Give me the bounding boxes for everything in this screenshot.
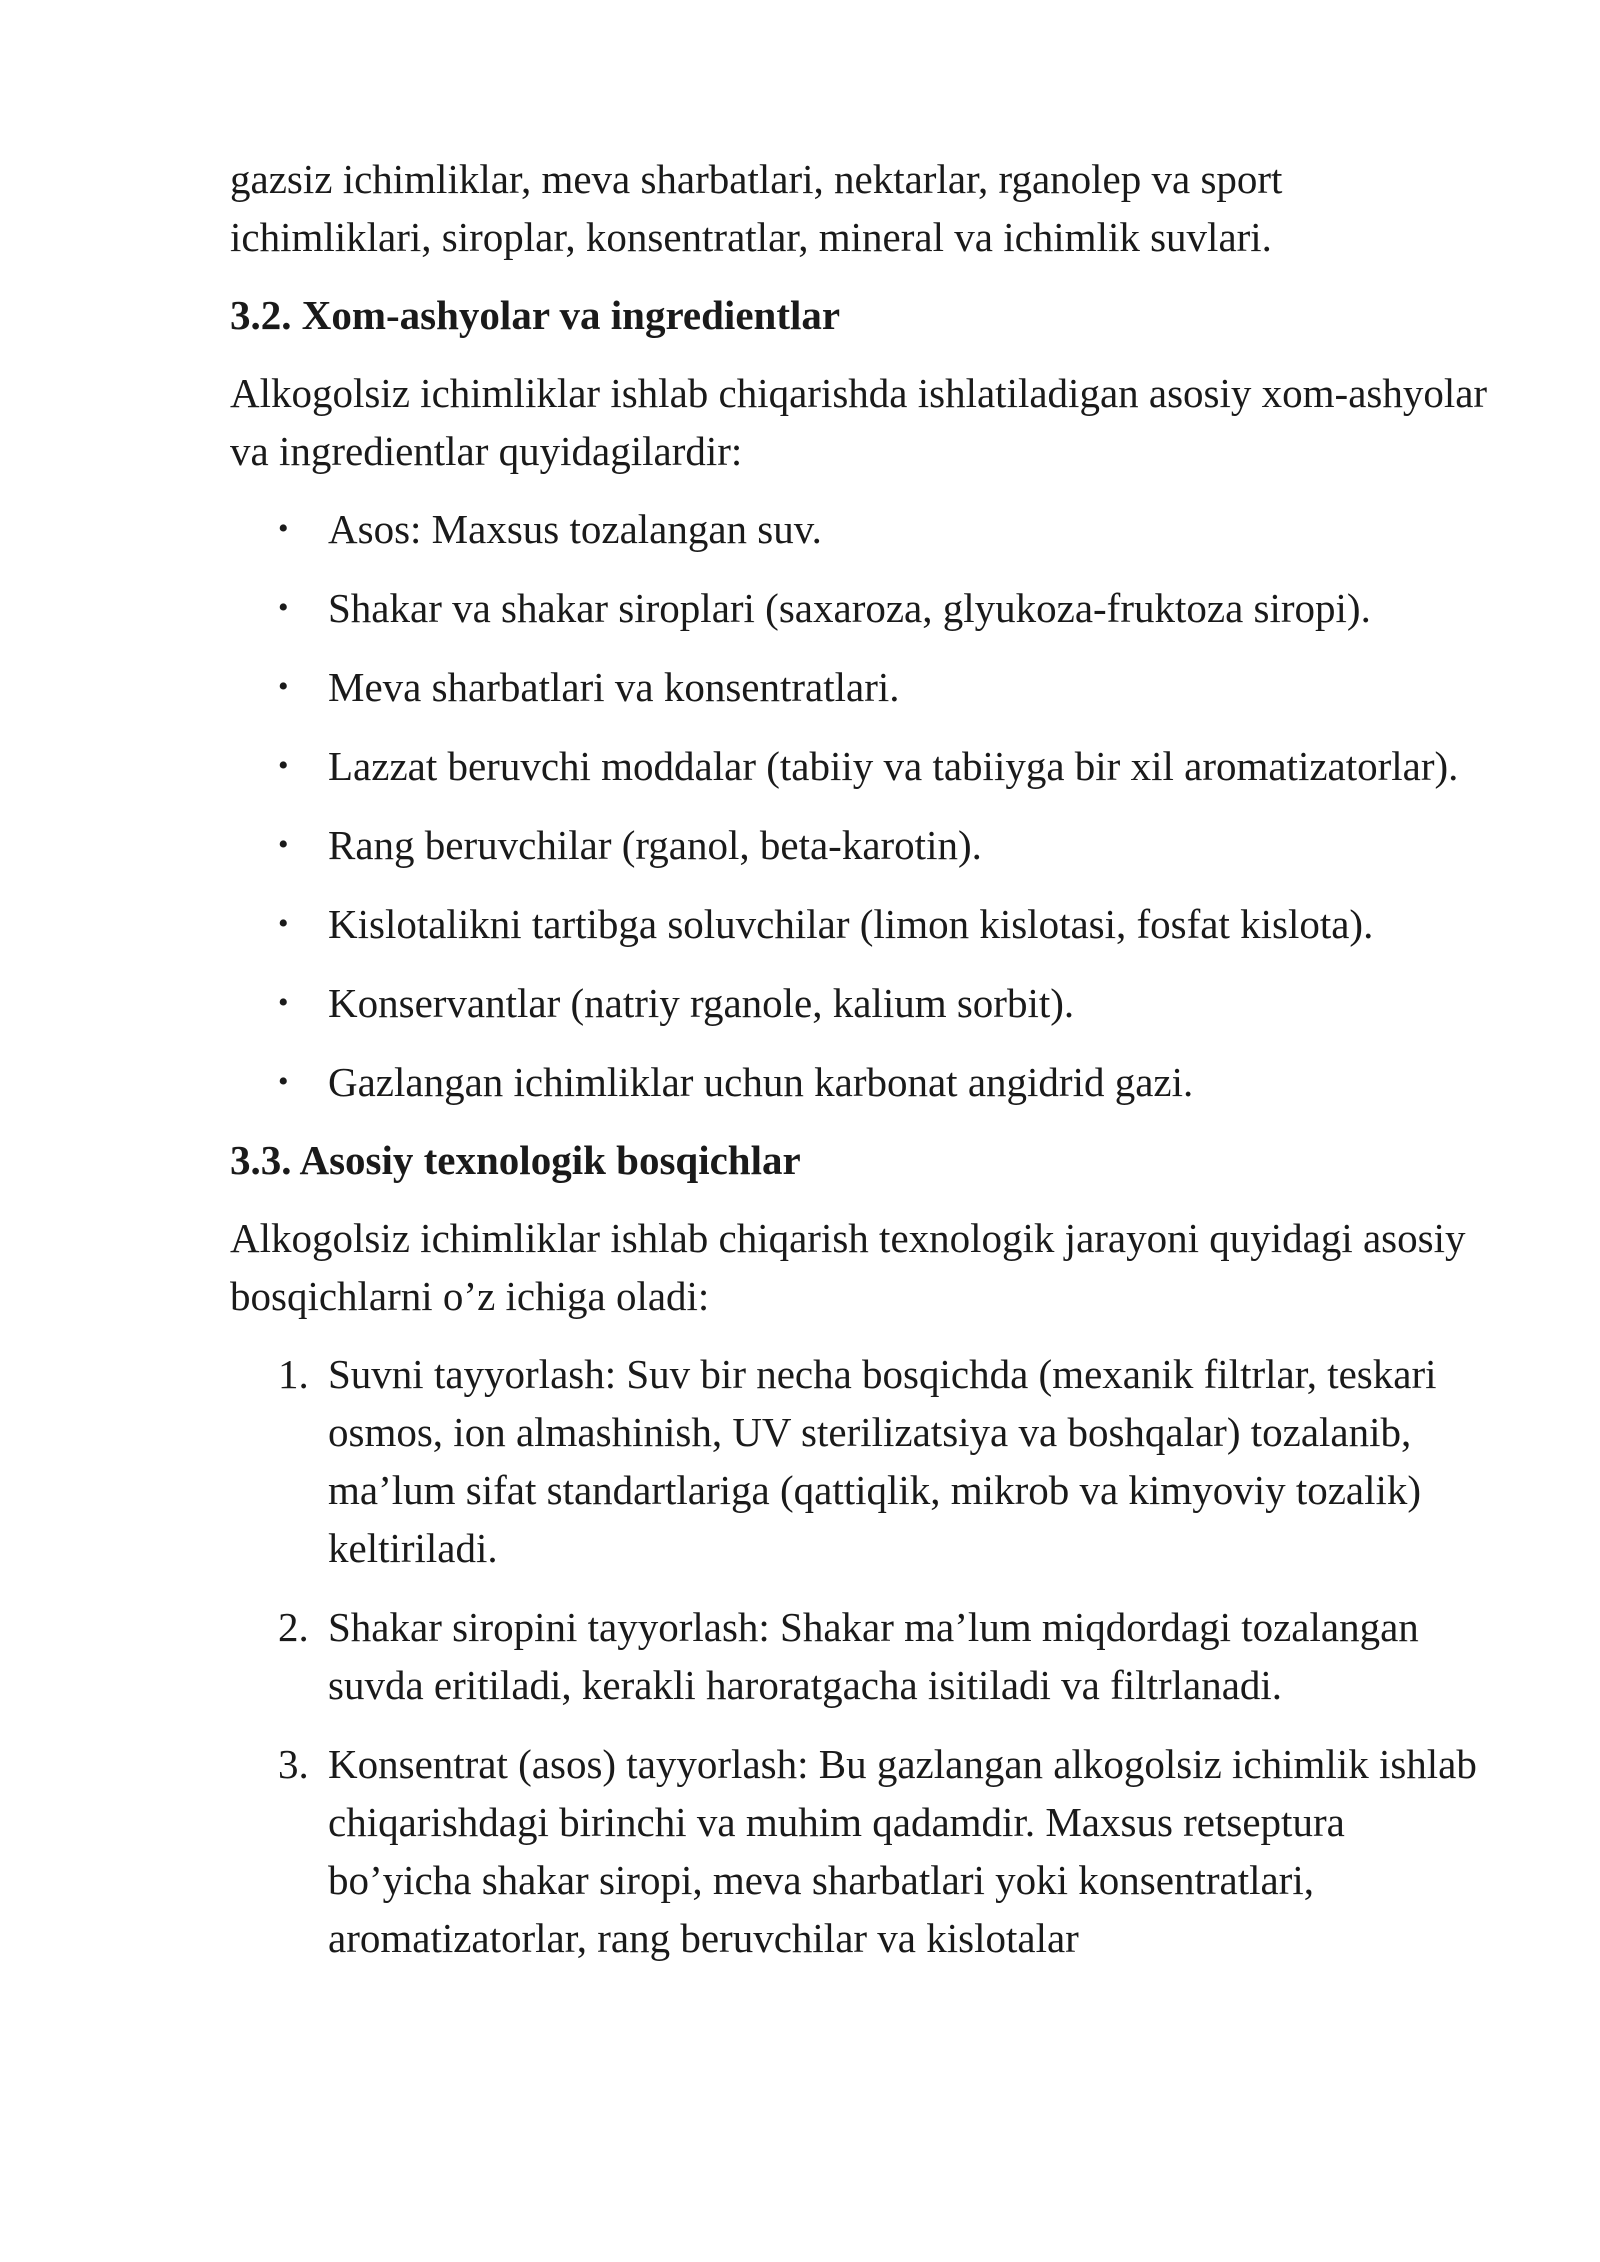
- step-number: 3.: [278, 1741, 309, 1787]
- list-item-text: Shakar va shakar siroplari (saxaroza, glyukoza-fruktoza siropi).: [328, 585, 1371, 631]
- bullet-icon: •: [278, 828, 289, 861]
- ingredients-list: [230, 500, 1490, 1111]
- list-item-text: Asos: Maxsus tozalangan suv.: [328, 506, 822, 552]
- bullet-icon: •: [278, 907, 289, 940]
- section-heading-3-3: 3.3. Asosiy texnologik bosqichlar: [230, 1137, 801, 1183]
- bullet-icon: •: [278, 749, 289, 782]
- list-item-text: Meva sharbatlari va konsentratlari.: [328, 664, 900, 710]
- section-3-3-intro: Alkogolsiz ichimliklar ishlab chiqarish texnologik jarayoni quyidagi asosiy bosqichlarni o’z ichiga oladi:: [230, 1215, 1466, 1319]
- list-item: [230, 895, 1490, 953]
- list-item: [230, 816, 1490, 874]
- step-text: Konsentrat (asos) tayyorlash: Bu gazlangan alkogolsiz ichimlik ishlab chiqarishdagi birinchi va muhim qadamdir. Maxsus retseptura bo’yicha shakar siropi, meva sharbatlari yoki konsentratlari, aromatizatorlar, rang beruvchilar va kislotalar: [328, 1741, 1477, 1961]
- bullet-icon: •: [278, 591, 289, 624]
- list-item: [230, 1345, 1490, 1577]
- list-item: [230, 737, 1490, 795]
- list-item: [230, 1598, 1490, 1714]
- step-text: Suvni tayyorlash: Suv bir necha bosqichda (mexanik filtrlar, teskari osmos, ion almashinish, UV sterilizatsiya va boshqalar) tozalanib, ma’lum sifat standartlariga (qattiqlik, mikrob va kimyoviy tozalik) keltiriladi.: [328, 1351, 1437, 1571]
- list-item: [230, 974, 1490, 1032]
- list-item: [230, 1735, 1490, 1967]
- list-item-text: Lazzat beruvchi moddalar (tabiiy va tabiiyga bir xil aromatizatorlar).: [328, 743, 1459, 789]
- list-item: [230, 500, 1490, 558]
- bullet-icon: •: [278, 512, 289, 545]
- bullet-icon: •: [278, 670, 289, 703]
- process-steps-list: [230, 1345, 1490, 1967]
- list-item: [230, 1053, 1490, 1111]
- list-item: [230, 658, 1490, 716]
- step-text: Shakar siropini tayyorlash: Shakar ma’lum miqdordagi tozalangan suvda eritiladi, kerakli haroratgacha isitiladi va filtrlanadi.: [328, 1604, 1419, 1708]
- bullet-icon: •: [278, 1065, 289, 1098]
- list-item-text: Gazlangan ichimliklar uchun karbonat angidrid gazi.: [328, 1059, 1194, 1105]
- step-number: 1.: [278, 1351, 309, 1397]
- section-heading-3-2: 3.2. Xom-ashyolar va ingredientlar: [230, 292, 841, 338]
- list-item: [230, 579, 1490, 637]
- list-item-text: Konservantlar (natriy rganole, kalium sorbit).: [328, 980, 1075, 1026]
- document-page: [230, 150, 1490, 1987]
- list-item-text: Kislotalikni tartibga soluvchilar (limon kislotasi, fosfat kislota).: [328, 901, 1374, 947]
- bullet-icon: •: [278, 986, 289, 1019]
- intro-paragraph: gazsiz ichimliklar, meva sharbatlari, nektarlar, rganolep va sport ichimliklari, siroplar, konsentratlar, mineral va ichimlik suvlari.: [230, 156, 1283, 260]
- list-item-text: Rang beruvchilar (rganol, beta-karotin).: [328, 822, 982, 868]
- step-number: 2.: [278, 1604, 309, 1650]
- section-3-2-intro: Alkogolsiz ichimliklar ishlab chiqarishda ishlatiladigan asosiy xom-ashyolar va ingredientlar quyidagilardir:: [230, 370, 1488, 474]
